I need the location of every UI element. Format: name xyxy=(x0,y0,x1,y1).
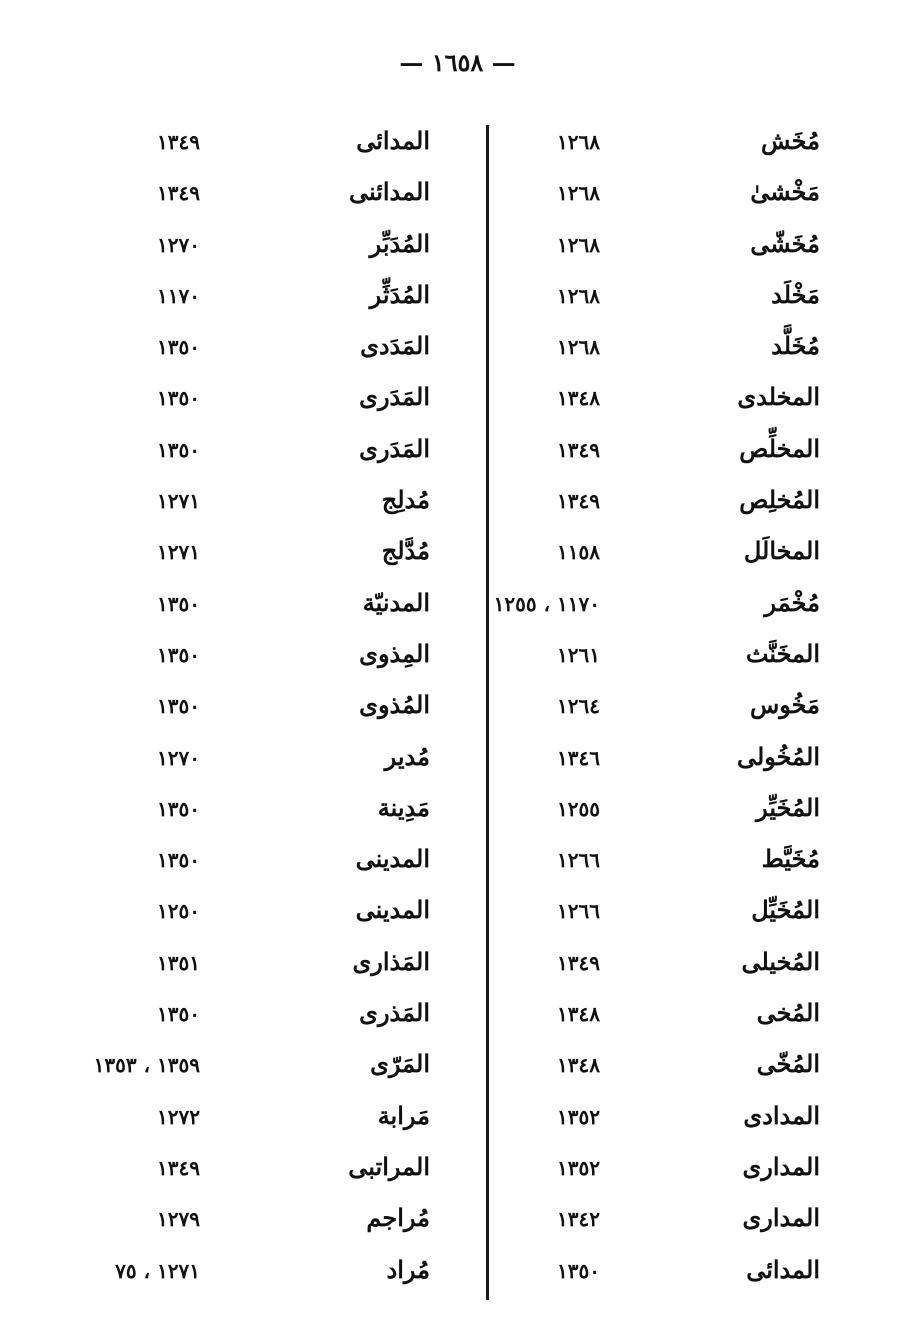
entry-name: مُراجم xyxy=(366,1203,430,1233)
entry-page-number: ١٣٤٩ xyxy=(157,1155,200,1180)
entry-name: المُخيلى xyxy=(741,946,820,976)
entry-page-number: ١٣٤٢ xyxy=(557,1207,600,1232)
index-entry xyxy=(110,1249,470,1300)
entry-name: المُخُولى xyxy=(736,741,820,771)
entry-page-number: ١٣٥٠ xyxy=(157,591,200,616)
index-entry xyxy=(110,736,470,787)
index-entry xyxy=(500,325,870,376)
index-entry xyxy=(110,120,470,171)
entry-page-number: ١٢٧٩ xyxy=(157,1207,200,1232)
index-entry xyxy=(110,582,470,633)
index-entry xyxy=(110,479,470,530)
index-entry xyxy=(110,838,470,889)
entry-name: مُخَيَّط xyxy=(761,844,820,874)
index-entry xyxy=(493,582,870,633)
entry-page-number: ١٣٤٩ xyxy=(157,181,200,206)
entry-page-number: ١٢٧١ xyxy=(157,540,200,565)
entry-page-number: ١٣٥٢ xyxy=(557,1104,600,1129)
index-entry xyxy=(110,787,470,838)
entry-name: مُراد xyxy=(386,1254,430,1284)
index-entry xyxy=(500,787,870,838)
entry-name: المَدَرى xyxy=(359,433,430,463)
entry-page-number: ١٣٥٠ xyxy=(157,335,200,360)
left-column xyxy=(93,120,470,1300)
entry-page-number: ١٣٥٠ xyxy=(157,848,200,873)
entry-name: المدائنى xyxy=(348,177,430,207)
index-entry xyxy=(500,1146,870,1197)
index-entry xyxy=(500,1095,870,1146)
entry-name: المداری xyxy=(742,1151,820,1181)
entry-name: المخالَل xyxy=(743,536,820,566)
entry-page-number: ١١٧٠ xyxy=(157,283,200,308)
entry-page-number: ١٢٦٨ xyxy=(557,130,600,154)
entry-page-number: ١٢٦٦ xyxy=(557,899,600,924)
entry-name: مُدَّلج xyxy=(381,536,430,566)
index-entry xyxy=(500,530,870,581)
entry-name: المُخَيِّل xyxy=(751,895,820,925)
entry-page-number: ١٢٦١ xyxy=(557,642,600,667)
entry-page-number: ١٢٦٤ xyxy=(557,694,600,719)
entry-page-number: ١٣٥١ xyxy=(157,950,200,975)
entry-name: المخَنَّث xyxy=(745,638,820,668)
index-entry xyxy=(500,1197,870,1248)
entry-name: المَذارى xyxy=(352,946,430,976)
entry-page-number: ١٣٤٩ xyxy=(557,950,600,975)
entry-page-number: ١٣٤٩ xyxy=(557,437,600,462)
entry-name: المراتبى xyxy=(348,1151,430,1181)
entry-page-number: ١٣٥٠ xyxy=(157,694,200,719)
index-entry xyxy=(500,633,870,684)
entry-name: مَرابة xyxy=(377,1100,430,1130)
entry-name: مُدير xyxy=(384,741,430,771)
index-entry xyxy=(110,1146,470,1197)
index-entry xyxy=(500,120,870,171)
entry-page-number: ١٣٥٠ xyxy=(557,1258,600,1283)
index-entry xyxy=(500,838,870,889)
entry-name: المَدَرى xyxy=(359,382,430,412)
entry-page-number: ١٣٤٨ xyxy=(557,1002,600,1027)
entry-name: مَدِينة xyxy=(377,792,430,822)
entry-name: مَخْشىٰ xyxy=(750,177,820,207)
entry-page-number: ١٢٥٠ xyxy=(157,899,200,924)
entry-name: المدائى xyxy=(746,1254,820,1284)
entry-page-number: ١١٥٨ xyxy=(557,540,600,565)
entry-name: المُدَثِّر xyxy=(369,279,430,309)
index-entry xyxy=(500,889,870,940)
index-entry xyxy=(110,1095,470,1146)
entry-name: المدنيّة xyxy=(362,587,430,617)
entry-page-number: ١٢٧٠ xyxy=(157,232,200,257)
entry-name: المداری xyxy=(742,1203,820,1233)
entry-page-number: ١٢٧١ xyxy=(157,489,200,514)
entry-name: المُخَيِّر xyxy=(756,792,820,822)
index-entry xyxy=(500,736,870,787)
entry-name: المدائى xyxy=(356,126,430,155)
entry-name: المدينى xyxy=(355,895,430,925)
index-entry xyxy=(500,941,870,992)
entry-name: المخلدى xyxy=(737,382,820,412)
index-entry xyxy=(500,376,870,427)
entry-page-number: ١٢٥٥ xyxy=(557,796,600,821)
entry-name: مَخُوس xyxy=(749,690,820,720)
entry-name: المدينى xyxy=(355,844,430,874)
entry-page-number: ١٣٤٦ xyxy=(557,745,600,770)
index-entry xyxy=(110,684,470,735)
index-entry xyxy=(500,684,870,735)
entry-page-number: ١٣٥٢ xyxy=(557,1155,600,1180)
entry-page-number: ١٢٧٢ xyxy=(157,1104,200,1129)
index-entry xyxy=(110,171,470,222)
entry-name: المُدَبِّر xyxy=(369,228,430,258)
entry-page-number: ١٢٦٨ xyxy=(557,232,600,257)
index-entry xyxy=(110,223,470,274)
right-column xyxy=(493,120,870,1300)
entry-page-number: ١١٧٠ ، ١٢٥٥ xyxy=(493,591,600,616)
index-entry xyxy=(110,992,470,1043)
entry-name: المَرّى xyxy=(370,1049,430,1079)
entry-name: المِذوى xyxy=(359,638,430,668)
entry-page-number: ١٣٥٠ xyxy=(157,796,200,821)
entry-page-number: ١٢٦٨ xyxy=(557,181,600,206)
entry-name: مُدلِج xyxy=(381,485,430,515)
index-entry xyxy=(110,376,470,427)
entry-page-number: ١٢٧٠ xyxy=(157,745,200,770)
entry-page-number: ١٢٦٨ xyxy=(557,283,600,308)
index-entry xyxy=(500,479,870,530)
column-divider xyxy=(486,125,489,1300)
index-entry xyxy=(110,1197,470,1248)
index-entry xyxy=(110,633,470,684)
entry-name: مُخْمَر xyxy=(764,587,820,617)
entry-page-number: ١٣٥٠ xyxy=(157,437,200,462)
entry-page-number: ١٣٥٠ xyxy=(157,386,200,411)
entry-page-number: ١٣٤٩ xyxy=(157,130,200,154)
entry-name: المُخى xyxy=(756,998,820,1028)
entry-page-number: ١٣٥٩ ، ١٣٥٣ xyxy=(93,1053,200,1078)
entry-name: المُذوى xyxy=(359,690,430,720)
entry-name: مُخَش xyxy=(761,126,820,155)
index-entry xyxy=(93,1043,470,1094)
entry-name: مَخْلَد xyxy=(771,279,820,309)
entry-page-number: ١٣٤٨ xyxy=(557,386,600,411)
index-entry xyxy=(500,1249,870,1300)
entry-name: مُخَلَّد xyxy=(771,331,820,361)
entry-name: المَدَدى xyxy=(360,331,430,361)
index-entry xyxy=(110,889,470,940)
index-entry xyxy=(500,992,870,1043)
index-entry xyxy=(110,325,470,376)
entry-page-number: ١٣٥٠ xyxy=(157,642,200,667)
entry-page-number: ١٢٦٦ xyxy=(557,848,600,873)
index-entry xyxy=(500,171,870,222)
index-entry xyxy=(500,1043,870,1094)
entry-page-number: ١٢٧١ ، ٧٥ xyxy=(115,1258,200,1283)
index-entry xyxy=(500,428,870,479)
index-entry xyxy=(110,941,470,992)
index-entry xyxy=(500,223,870,274)
index-entry xyxy=(500,274,870,325)
entry-name: المُخلِص xyxy=(739,485,820,515)
entry-name: المُخّى xyxy=(756,1049,820,1079)
entry-name: المَذرى xyxy=(359,998,430,1028)
index-entry xyxy=(110,274,470,325)
entry-page-number: ١٣٤٩ xyxy=(557,489,600,514)
page-number: — ١٦٥٨ — xyxy=(399,48,516,77)
entry-name: المخلِّص xyxy=(739,433,820,463)
entry-name: مُخَشّى xyxy=(750,228,820,258)
entry-page-number: ١٣٥٠ xyxy=(157,1002,200,1027)
entry-page-number: ١٣٤٨ xyxy=(557,1053,600,1078)
entry-name: المدادى xyxy=(743,1100,820,1130)
index-entry xyxy=(110,428,470,479)
entry-page-number: ١٢٦٨ xyxy=(557,335,600,360)
index-entry xyxy=(110,530,470,581)
